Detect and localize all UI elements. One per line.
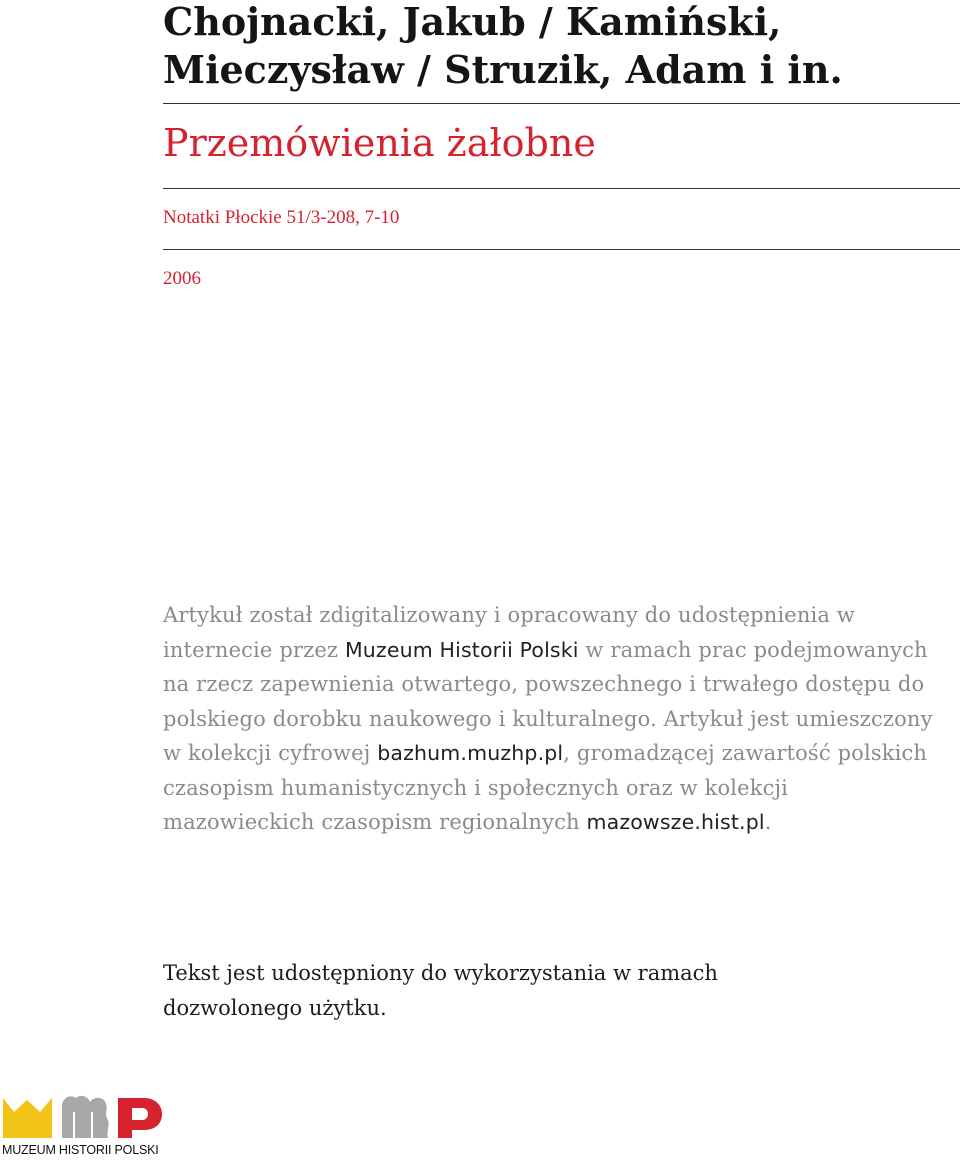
authors-line-2: Mieczysław / Struzik, Adam i in. [163,47,843,92]
logo-p-mark [118,1098,162,1138]
bazhum-link[interactable]: bazhum.muzhp.pl [377,741,564,765]
notice-text-3: , gromadzącej zawartość polskich czasopism humanistycznych i społecznych oraz w kolekcji mazowieckich czasopism regionalnych [163,741,928,834]
publication-year: 2006 [163,268,201,289]
logo-m-mark [3,1098,52,1138]
usage-notice: Tekst jest udostępniony do wykorzystania w ramach dozwolonego użytku. [163,961,718,1020]
digitization-notice [163,598,933,840]
museum-name: Muzeum Historii Polski [344,637,579,662]
authors-line-1: Chojnacki, Jakub / Kamiński, [163,0,782,44]
logo-text: MUZEUM HISTORII POLSKI [2,1143,159,1157]
mazowsze-link[interactable]: mazowsze.hist.pl [586,810,765,834]
notice-text-4: . [764,810,772,834]
notice-text-2: w ramach prac podejmowanych na rzecz zapewnienia otwartego, powszechnego i trwałego dostępu do polskiego dorobku naukowego i kulturalnego. Artykuł jest umieszczony w kolekcji cyfrowej [163,637,933,765]
journal-reference: Notatki Płockie 51/3-208, 7-10 [163,207,400,228]
divider-3 [163,249,960,250]
notice-text-1: Artykuł został zdigitalizowany i opracowany do udostępnienia w internecie przez [163,603,856,662]
logo-h-mark [62,1096,109,1138]
article-title: Przemówienia żałobne [163,121,596,165]
divider-2 [163,188,960,189]
authors-heading [163,0,943,94]
divider-1 [163,103,960,104]
